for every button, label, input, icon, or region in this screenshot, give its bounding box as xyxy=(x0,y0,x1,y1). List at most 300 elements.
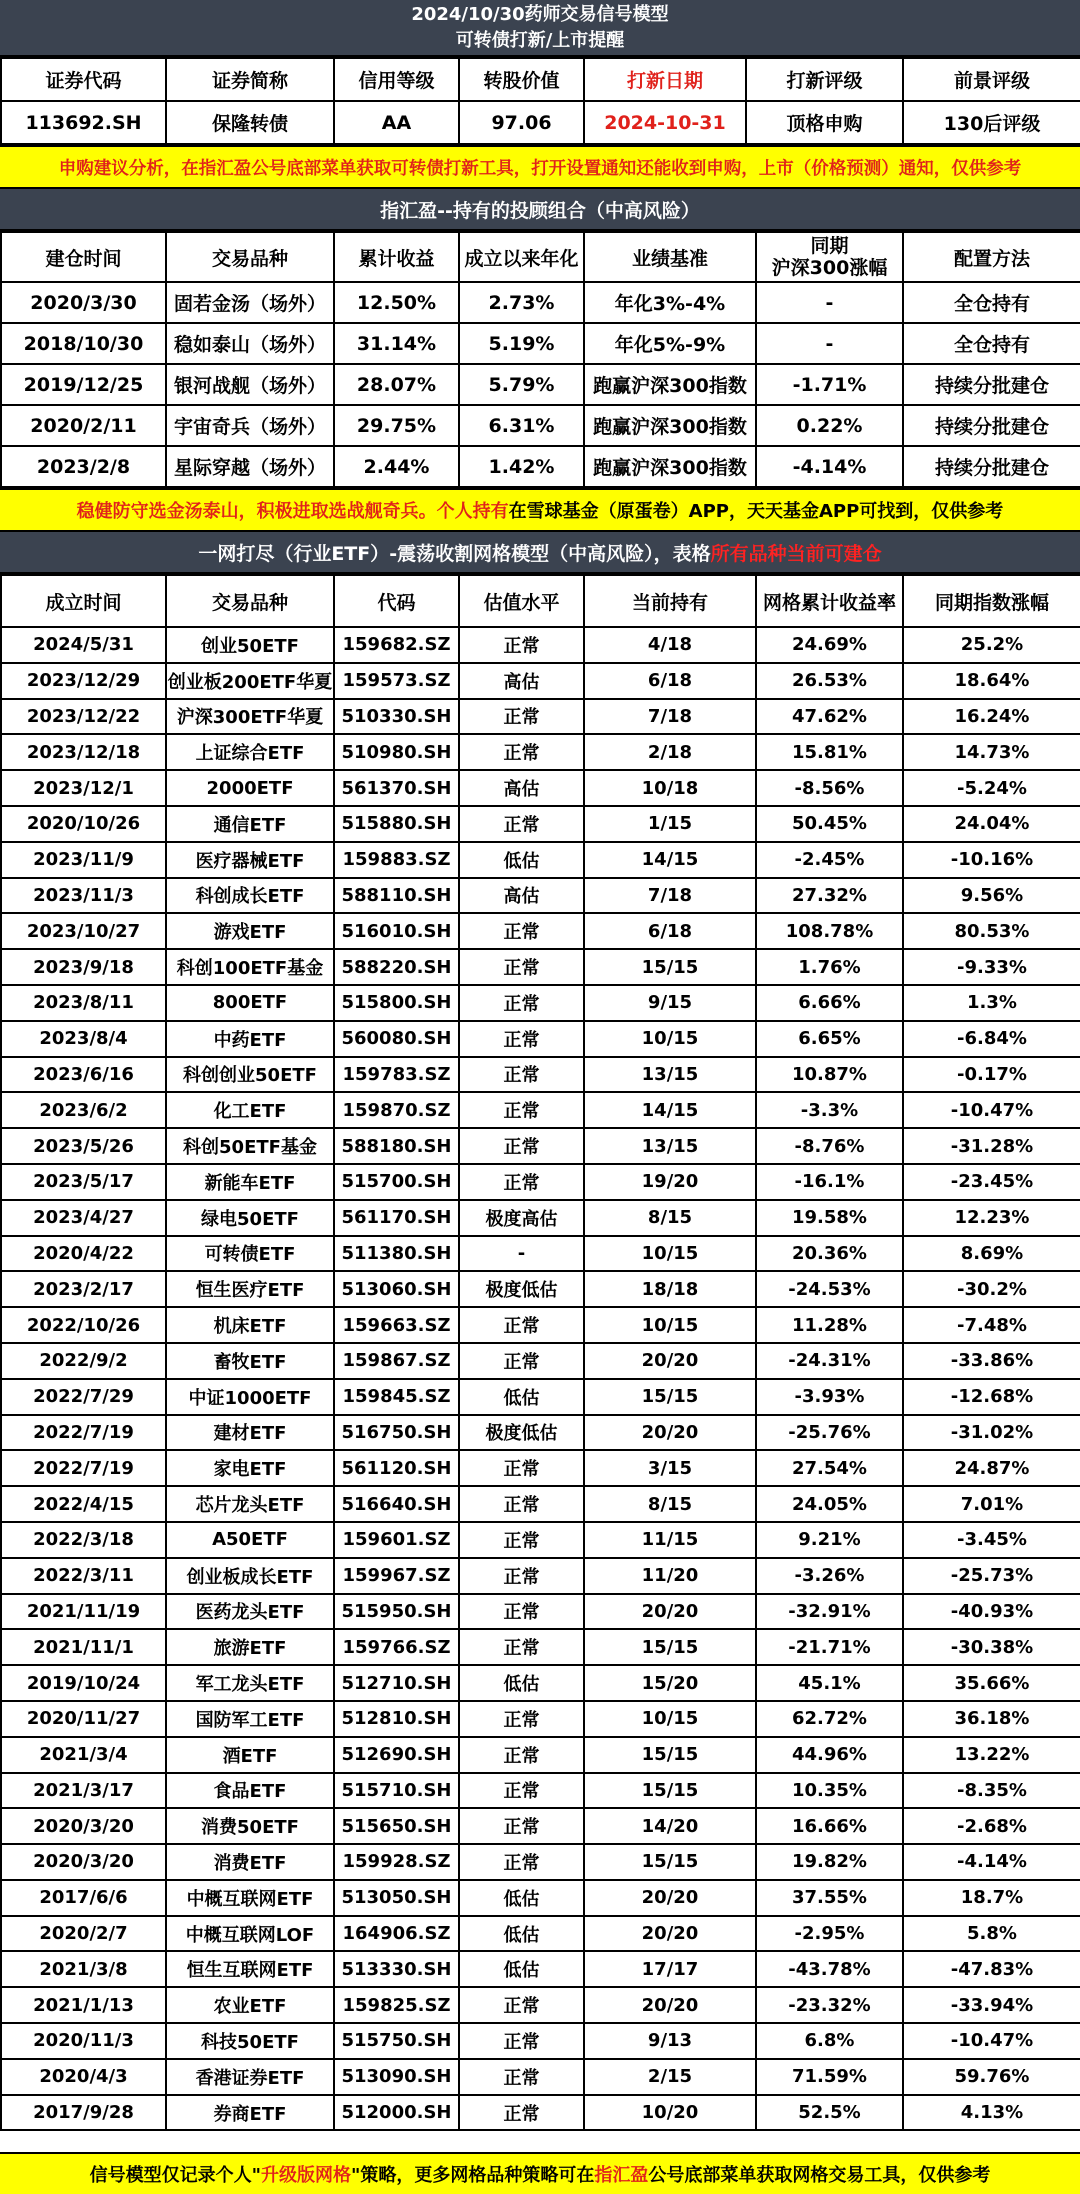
grid-index-change: 25.2% xyxy=(903,627,1080,663)
grid-valuation: 低估 xyxy=(459,1665,584,1701)
portfolio-product: 固若金汤（场外） xyxy=(166,282,334,323)
grid-code: 510330.SH xyxy=(334,699,459,735)
grid-start: 2021/11/1 xyxy=(1,1629,166,1665)
grid-col-index-change: 同期指数涨幅 xyxy=(903,575,1080,627)
grid-index-change: -30.2% xyxy=(903,1271,1080,1307)
grid-return: 19.58% xyxy=(756,1200,903,1236)
grid-col-start: 成立时间 xyxy=(1,575,166,627)
grid-col-holding: 当前持有 xyxy=(584,575,756,627)
bond-notice xyxy=(0,145,1080,189)
grid-row xyxy=(1,1594,1080,1630)
grid-valuation: 正常 xyxy=(459,1629,584,1665)
grid-valuation: 正常 xyxy=(459,2059,584,2095)
grid-start: 2023/12/1 xyxy=(1,770,166,806)
grid-row xyxy=(1,663,1080,699)
bond-col-credit: 信用等级 xyxy=(334,58,459,101)
grid-col-product: 交易品种 xyxy=(166,575,334,627)
portfolio-hs300: -4.14% xyxy=(756,446,903,487)
grid-row xyxy=(1,1844,1080,1880)
portfolio-annual: 1.42% xyxy=(459,446,584,487)
grid-valuation: 正常 xyxy=(459,627,584,663)
grid-holding: 20/20 xyxy=(584,1916,756,1952)
grid-code: 515750.SH xyxy=(334,2023,459,2059)
grid-start: 2021/3/17 xyxy=(1,1773,166,1809)
grid-index-change: -23.45% xyxy=(903,1164,1080,1200)
grid-start: 2022/7/19 xyxy=(1,1415,166,1451)
grid-valuation: 正常 xyxy=(459,1307,584,1343)
grid-index-change: -10.47% xyxy=(903,1092,1080,1128)
grid-code: 159928.SZ xyxy=(334,1844,459,1880)
footer-part2: 升级版网格 xyxy=(261,2165,351,2186)
portfolio-product: 稳如泰山（场外） xyxy=(166,323,334,364)
grid-return: 44.96% xyxy=(756,1737,903,1773)
grid-index-change: -10.47% xyxy=(903,2023,1080,2059)
grid-start: 2017/9/28 xyxy=(1,2095,166,2131)
grid-row xyxy=(1,770,1080,806)
grid-return: 62.72% xyxy=(756,1701,903,1737)
grid-start: 2023/4/27 xyxy=(1,1200,166,1236)
grid-valuation: 正常 xyxy=(459,1057,584,1093)
grid-start: 2020/11/27 xyxy=(1,1701,166,1737)
grid-return: -2.45% xyxy=(756,842,903,878)
grid-product: 医疗器械ETF xyxy=(166,842,334,878)
grid-row xyxy=(1,734,1080,770)
grid-start: 2021/3/8 xyxy=(1,1951,166,1987)
grid-row xyxy=(1,1987,1080,2023)
grid-index-change: 5.8% xyxy=(903,1916,1080,1952)
portfolio-start: 2019/12/25 xyxy=(1,364,166,405)
grid-code: 561170.SH xyxy=(334,1200,459,1236)
grid-start: 2022/7/29 xyxy=(1,1379,166,1415)
grid-index-change: 35.66% xyxy=(903,1665,1080,1701)
footer-part1: 信号模型仅记录个人" xyxy=(89,2165,261,2186)
portfolio-start: 2023/2/8 xyxy=(1,446,166,487)
grid-valuation: 正常 xyxy=(459,1737,584,1773)
grid-start: 2022/7/19 xyxy=(1,1450,166,1486)
grid-code: 513330.SH xyxy=(334,1951,459,1987)
grid-product: 机床ETF xyxy=(166,1307,334,1343)
portfolio-return: 31.14% xyxy=(334,323,459,364)
portfolio-return: 29.75% xyxy=(334,405,459,446)
bond-table-header xyxy=(1,58,1080,101)
grid-return: 9.21% xyxy=(756,1522,903,1558)
grid-valuation: 正常 xyxy=(459,1128,584,1164)
grid-row xyxy=(1,1522,1080,1558)
grid-index-change: -2.68% xyxy=(903,1808,1080,1844)
grid-index-change: -7.48% xyxy=(903,1307,1080,1343)
grid-valuation: 极度低估 xyxy=(459,1271,584,1307)
portfolio-notice xyxy=(0,488,1080,532)
grid-start: 2024/5/31 xyxy=(1,627,166,663)
grid-index-change: -9.33% xyxy=(903,949,1080,985)
grid-code: 159867.SZ xyxy=(334,1343,459,1379)
footer-part4: 指汇盈 xyxy=(594,2165,649,2186)
grid-holding: 10/15 xyxy=(584,1021,756,1057)
grid-valuation: 正常 xyxy=(459,806,584,842)
grid-valuation: 低估 xyxy=(459,1379,584,1415)
grid-start: 2023/12/29 xyxy=(1,663,166,699)
grid-col-grid-return: 网格累计收益率 xyxy=(756,575,903,627)
grid-index-change: 16.24% xyxy=(903,699,1080,735)
grid-start: 2021/11/19 xyxy=(1,1594,166,1630)
portfolio-return: 2.44% xyxy=(334,446,459,487)
grid-code: 511380.SH xyxy=(334,1236,459,1272)
grid-code: 164906.SZ xyxy=(334,1916,459,1952)
portfolio-annual: 6.31% xyxy=(459,405,584,446)
portfolio-benchmark: 跑赢沪深300指数 xyxy=(584,405,756,446)
grid-holding: 17/17 xyxy=(584,1951,756,1987)
grid-code: 515650.SH xyxy=(334,1808,459,1844)
bond-credit: AA xyxy=(334,101,459,144)
grid-code: 512810.SH xyxy=(334,1701,459,1737)
grid-index-change: 59.76% xyxy=(903,2059,1080,2095)
grid-return: -16.1% xyxy=(756,1164,903,1200)
grid-product: 游戏ETF xyxy=(166,913,334,949)
portfolio-benchmark: 年化3%-4% xyxy=(584,282,756,323)
grid-index-change: 13.22% xyxy=(903,1737,1080,1773)
grid-product: 新能车ETF xyxy=(166,1164,334,1200)
grid-return: 108.78% xyxy=(756,913,903,949)
grid-product: 芯片龙头ETF xyxy=(166,1486,334,1522)
grid-product: 沪深300ETF华夏 xyxy=(166,699,334,735)
grid-valuation: 高估 xyxy=(459,770,584,806)
grid-product: 酒ETF xyxy=(166,1737,334,1773)
grid-holding: 2/15 xyxy=(584,2059,756,2095)
grid-code: 515950.SH xyxy=(334,1594,459,1630)
portfolio-col-hs300-line1: 同期 xyxy=(810,235,849,257)
grid-code: 159682.SZ xyxy=(334,627,459,663)
grid-valuation: 正常 xyxy=(459,1092,584,1128)
bond-date: 2024-10-31 xyxy=(584,101,746,144)
grid-index-change: 12.23% xyxy=(903,1200,1080,1236)
bond-notice-text: 申购建议分析，在指汇盈公号底部菜单获取可转债打新工具，打开设置通知还能收到申购，上市（价格预测）通知，仅供参考 xyxy=(58,158,1022,179)
grid-return: -43.78% xyxy=(756,1951,903,1987)
grid-code: 159883.SZ xyxy=(334,842,459,878)
portfolio-annual: 2.73% xyxy=(459,282,584,323)
grid-return: 6.8% xyxy=(756,2023,903,2059)
grid-product: 旅游ETF xyxy=(166,1629,334,1665)
grid-holding: 10/15 xyxy=(584,1701,756,1737)
grid-product: 香港证券ETF xyxy=(166,2059,334,2095)
grid-return: -3.3% xyxy=(756,1092,903,1128)
grid-product: 科创成长ETF xyxy=(166,878,334,914)
grid-code: 159663.SZ xyxy=(334,1307,459,1343)
grid-title-highlight: 所有品种当前可建仓 xyxy=(710,542,882,565)
portfolio-product: 星际穿越（场外） xyxy=(166,446,334,487)
portfolio-table-header xyxy=(1,232,1080,282)
footer-part3: "策略，更多网格品种策略可在 xyxy=(351,2165,595,2186)
grid-index-change: 8.69% xyxy=(903,1236,1080,1272)
grid-holding: 20/20 xyxy=(584,1343,756,1379)
grid-start: 2017/6/6 xyxy=(1,1880,166,1916)
grid-product: 中概互联网ETF xyxy=(166,1880,334,1916)
grid-valuation: 正常 xyxy=(459,734,584,770)
grid-start: 2022/3/18 xyxy=(1,1522,166,1558)
grid-product: 消费50ETF xyxy=(166,1808,334,1844)
grid-row xyxy=(1,1092,1080,1128)
grid-product: 绿电50ETF xyxy=(166,1200,334,1236)
grid-holding: 13/15 xyxy=(584,1057,756,1093)
grid-code: 159845.SZ xyxy=(334,1379,459,1415)
grid-row xyxy=(1,842,1080,878)
grid-index-change: -31.28% xyxy=(903,1128,1080,1164)
grid-index-change: -10.16% xyxy=(903,842,1080,878)
grid-valuation: 正常 xyxy=(459,985,584,1021)
grid-holding: 13/15 xyxy=(584,1128,756,1164)
grid-valuation: 低估 xyxy=(459,842,584,878)
grid-valuation: 正常 xyxy=(459,949,584,985)
grid-row xyxy=(1,1236,1080,1272)
grid-holding: 10/15 xyxy=(584,1236,756,1272)
grid-start: 2023/12/22 xyxy=(1,699,166,735)
grid-valuation: 正常 xyxy=(459,1844,584,1880)
grid-holding: 3/15 xyxy=(584,1450,756,1486)
bond-col-name: 证券简称 xyxy=(166,58,334,101)
grid-return: -3.93% xyxy=(756,1379,903,1415)
grid-col-valuation: 估值水平 xyxy=(459,575,584,627)
portfolio-col-start: 建仓时间 xyxy=(1,232,166,282)
grid-index-change: -5.24% xyxy=(903,770,1080,806)
portfolio-row xyxy=(1,446,1080,487)
grid-index-change: -47.83% xyxy=(903,1951,1080,1987)
grid-valuation: 正常 xyxy=(459,1450,584,1486)
grid-return: 26.53% xyxy=(756,663,903,699)
grid-row xyxy=(1,1916,1080,1952)
grid-holding: 15/15 xyxy=(584,1844,756,1880)
grid-index-change: -33.94% xyxy=(903,1987,1080,2023)
grid-holding: 15/15 xyxy=(584,1773,756,1809)
portfolio-row xyxy=(1,364,1080,405)
grid-return: -8.76% xyxy=(756,1128,903,1164)
grid-index-change: -8.35% xyxy=(903,1773,1080,1809)
bond-rating: 顶格申购 xyxy=(746,101,903,144)
portfolio-notice-part1: 稳健防守选金汤泰山，积极进取选战舰奇兵。个人持有 xyxy=(76,501,509,522)
grid-index-change: 24.04% xyxy=(903,806,1080,842)
grid-valuation: 正常 xyxy=(459,1486,584,1522)
grid-code: 512710.SH xyxy=(334,1665,459,1701)
grid-valuation: 极度高估 xyxy=(459,1200,584,1236)
grid-row xyxy=(1,913,1080,949)
grid-code: 516750.SH xyxy=(334,1415,459,1451)
grid-holding: 2/18 xyxy=(584,734,756,770)
grid-holding: 14/20 xyxy=(584,1808,756,1844)
grid-row xyxy=(1,1164,1080,1200)
grid-row xyxy=(1,1701,1080,1737)
bond-col-outlook: 前景评级 xyxy=(903,58,1080,101)
grid-row xyxy=(1,949,1080,985)
grid-row xyxy=(1,1773,1080,1809)
grid-return: -24.53% xyxy=(756,1271,903,1307)
grid-holding: 20/20 xyxy=(584,1415,756,1451)
grid-code: 159766.SZ xyxy=(334,1629,459,1665)
grid-row xyxy=(1,1379,1080,1415)
grid-index-change: 1.3% xyxy=(903,985,1080,1021)
grid-index-change: 18.64% xyxy=(903,663,1080,699)
grid-holding: 1/15 xyxy=(584,806,756,842)
bond-name: 保隆转债 xyxy=(166,101,334,144)
grid-row xyxy=(1,1808,1080,1844)
grid-index-change: 18.7% xyxy=(903,1880,1080,1916)
bond-col-rating: 打新评级 xyxy=(746,58,903,101)
grid-row xyxy=(1,1880,1080,1916)
grid-code: 159783.SZ xyxy=(334,1057,459,1093)
grid-table-header xyxy=(1,575,1080,627)
grid-code: 513050.SH xyxy=(334,1880,459,1916)
grid-return: -21.71% xyxy=(756,1629,903,1665)
grid-product: 消费ETF xyxy=(166,1844,334,1880)
grid-row xyxy=(1,1629,1080,1665)
grid-code: 588180.SH xyxy=(334,1128,459,1164)
grid-product: 科创创业50ETF xyxy=(166,1057,334,1093)
grid-valuation: 低估 xyxy=(459,1880,584,1916)
bond-conv-value: 97.06 xyxy=(459,101,584,144)
grid-return: 27.32% xyxy=(756,878,903,914)
grid-return: -2.95% xyxy=(756,1916,903,1952)
grid-holding: 10/18 xyxy=(584,770,756,806)
grid-holding: 20/20 xyxy=(584,1880,756,1916)
grid-return: 24.69% xyxy=(756,627,903,663)
bond-table xyxy=(0,57,1080,145)
grid-return: 37.55% xyxy=(756,1880,903,1916)
grid-index-change: -4.14% xyxy=(903,1844,1080,1880)
grid-return: 19.82% xyxy=(756,1844,903,1880)
grid-product: 家电ETF xyxy=(166,1450,334,1486)
grid-holding: 10/20 xyxy=(584,2095,756,2131)
grid-return: 15.81% xyxy=(756,734,903,770)
portfolio-table xyxy=(0,231,1080,488)
grid-index-change: 14.73% xyxy=(903,734,1080,770)
grid-return: 50.45% xyxy=(756,806,903,842)
report-subtitle: 可转债打新/上市提醒 xyxy=(455,29,625,51)
grid-product: 食品ETF xyxy=(166,1773,334,1809)
grid-row xyxy=(1,1021,1080,1057)
portfolio-benchmark: 跑赢沪深300指数 xyxy=(584,446,756,487)
grid-start: 2020/2/7 xyxy=(1,1916,166,1952)
grid-product: 科创50ETF基金 xyxy=(166,1128,334,1164)
grid-start: 2020/4/3 xyxy=(1,2059,166,2095)
footer-part5: 公号底部菜单获取网格交易工具，仅供参考 xyxy=(648,2165,991,2186)
grid-index-change: -40.93% xyxy=(903,1594,1080,1630)
grid-valuation: 正常 xyxy=(459,699,584,735)
grid-valuation: 低估 xyxy=(459,1916,584,1952)
grid-product: 中证1000ETF xyxy=(166,1379,334,1415)
grid-row xyxy=(1,1737,1080,1773)
grid-valuation: 正常 xyxy=(459,1343,584,1379)
portfolio-title: 指汇盈--持有的投顾组合（中高风险） xyxy=(380,199,700,222)
portfolio-row xyxy=(1,282,1080,323)
bond-table-row xyxy=(1,101,1080,144)
grid-valuation: 正常 xyxy=(459,2023,584,2059)
grid-table xyxy=(0,574,1080,2131)
portfolio-col-benchmark: 业绩基准 xyxy=(584,232,756,282)
grid-product: A50ETF xyxy=(166,1522,334,1558)
grid-holding: 9/15 xyxy=(584,985,756,1021)
grid-return: 6.66% xyxy=(756,985,903,1021)
grid-start: 2023/11/3 xyxy=(1,878,166,914)
grid-return: -23.32% xyxy=(756,1987,903,2023)
grid-title-bar xyxy=(0,532,1080,574)
grid-row xyxy=(1,699,1080,735)
grid-row xyxy=(1,1200,1080,1236)
grid-return: 45.1% xyxy=(756,1665,903,1701)
grid-return: 10.87% xyxy=(756,1057,903,1093)
portfolio-col-product: 交易品种 xyxy=(166,232,334,282)
grid-holding: 8/15 xyxy=(584,1486,756,1522)
grid-valuation: 正常 xyxy=(459,913,584,949)
portfolio-col-return: 累计收益 xyxy=(334,232,459,282)
grid-code: 510980.SH xyxy=(334,734,459,770)
grid-product: 农业ETF xyxy=(166,1987,334,2023)
grid-row xyxy=(1,806,1080,842)
grid-index-change: 80.53% xyxy=(903,913,1080,949)
grid-product: 畜牧ETF xyxy=(166,1343,334,1379)
portfolio-hs300: - xyxy=(756,323,903,364)
portfolio-start: 2020/2/11 xyxy=(1,405,166,446)
grid-valuation: 正常 xyxy=(459,1987,584,2023)
portfolio-product: 银河战舰（场外） xyxy=(166,364,334,405)
grid-start: 2020/3/20 xyxy=(1,1808,166,1844)
grid-return: -32.91% xyxy=(756,1594,903,1630)
grid-start: 2023/9/18 xyxy=(1,949,166,985)
bond-col-code: 证券代码 xyxy=(1,58,166,101)
grid-start: 2020/10/26 xyxy=(1,806,166,842)
grid-code: 159967.SZ xyxy=(334,1558,459,1594)
grid-row xyxy=(1,1128,1080,1164)
grid-holding: 7/18 xyxy=(584,699,756,735)
grid-code: 159870.SZ xyxy=(334,1092,459,1128)
grid-row xyxy=(1,1415,1080,1451)
grid-holding: 11/15 xyxy=(584,1522,756,1558)
grid-start: 2023/8/4 xyxy=(1,1021,166,1057)
grid-holding: 8/15 xyxy=(584,1200,756,1236)
grid-product: 中概互联网LOF xyxy=(166,1916,334,1952)
grid-row xyxy=(1,2059,1080,2095)
grid-index-change: -6.84% xyxy=(903,1021,1080,1057)
grid-holding: 18/18 xyxy=(584,1271,756,1307)
grid-holding: 15/20 xyxy=(584,1665,756,1701)
grid-index-change: 36.18% xyxy=(903,1701,1080,1737)
grid-product: 券商ETF xyxy=(166,2095,334,2131)
grid-code: 513090.SH xyxy=(334,2059,459,2095)
grid-start: 2023/5/26 xyxy=(1,1128,166,1164)
grid-code: 561370.SH xyxy=(334,770,459,806)
portfolio-col-method: 配置方法 xyxy=(903,232,1080,282)
grid-valuation: 正常 xyxy=(459,1594,584,1630)
report-title: 2024/10/30药师交易信号模型 xyxy=(411,3,669,25)
grid-valuation: 极度低估 xyxy=(459,1415,584,1451)
grid-holding: 7/18 xyxy=(584,878,756,914)
grid-product: 化工ETF xyxy=(166,1092,334,1128)
grid-valuation: 低估 xyxy=(459,1951,584,1987)
grid-start: 2023/11/9 xyxy=(1,842,166,878)
grid-return: -8.56% xyxy=(756,770,903,806)
grid-return: 11.28% xyxy=(756,1307,903,1343)
grid-product: 上证综合ETF xyxy=(166,734,334,770)
grid-holding: 6/18 xyxy=(584,913,756,949)
portfolio-notice-part2: 在雪球基金（原蛋卷）APP，天天基金APP可找到，仅供参考 xyxy=(508,501,1004,522)
grid-code: 512000.SH xyxy=(334,2095,459,2131)
grid-holding: 15/15 xyxy=(584,949,756,985)
grid-product: 国防军工ETF xyxy=(166,1701,334,1737)
grid-holding: 19/20 xyxy=(584,1164,756,1200)
grid-start: 2023/2/17 xyxy=(1,1271,166,1307)
grid-holding: 9/13 xyxy=(584,2023,756,2059)
grid-code: 512690.SH xyxy=(334,1737,459,1773)
grid-title: 一网打尽（行业ETF）-震荡收割网格模型（中高风险），表格 xyxy=(198,542,711,565)
portfolio-row xyxy=(1,405,1080,446)
portfolio-method: 持续分批建仓 xyxy=(903,405,1080,446)
grid-code: 515710.SH xyxy=(334,1773,459,1809)
